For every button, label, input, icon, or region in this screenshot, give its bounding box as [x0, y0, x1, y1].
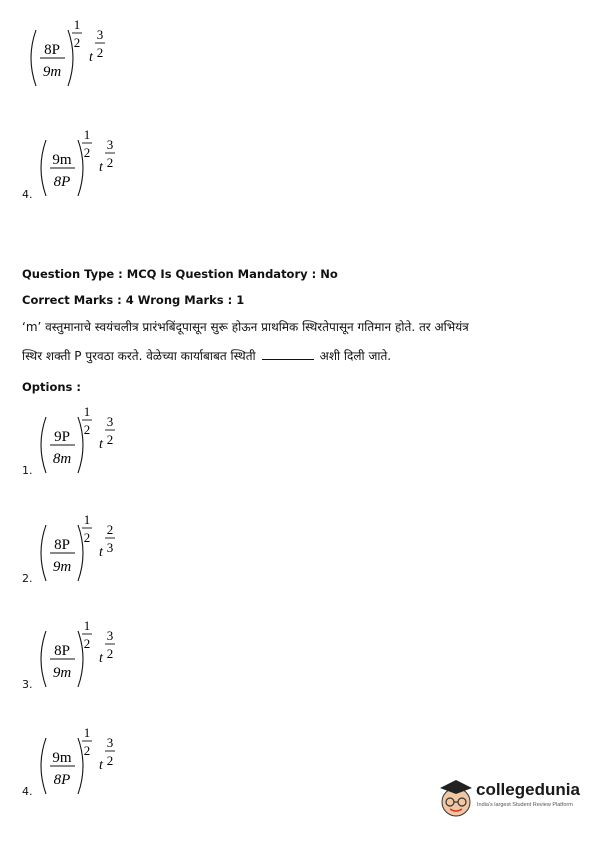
outer-exponent-denominator: 2: [83, 530, 91, 545]
formula: [34, 403, 124, 475]
fraction-denominator: 9m: [42, 64, 62, 80]
t-exponent-denominator: 2: [96, 45, 104, 60]
fraction-denominator: 8P: [53, 174, 71, 190]
outer-exponent-denominator: 2: [73, 35, 81, 50]
t-variable: t: [99, 437, 103, 452]
logo-wordmark: collegedunia: [476, 780, 580, 799]
right-paren: [78, 631, 83, 687]
fraction-numerator: 8P: [54, 537, 70, 553]
question-type-line: Question Type : MCQ Is Question Mandatory : No: [22, 267, 338, 281]
collegedunia-logo: [436, 774, 582, 822]
left-paren: [41, 738, 46, 794]
t-exponent-denominator: 3: [106, 540, 114, 555]
outer-exponent-numerator: 1: [73, 17, 81, 32]
logo-tagline: India's largest Student Review Platform: [477, 802, 573, 808]
mascot-icon: [436, 776, 476, 820]
top-expression-2: [34, 126, 124, 202]
answer-blank: [262, 358, 314, 360]
t-variable: t: [89, 50, 93, 65]
option-2-label: 2.: [22, 572, 33, 585]
outer-exponent-denominator: 2: [83, 145, 91, 160]
fraction-denominator: 8P: [53, 772, 71, 788]
formula: [34, 511, 124, 583]
t-exponent-numerator: 2: [106, 522, 114, 537]
formula: [34, 617, 124, 689]
outer-exponent-numerator: 1: [83, 725, 91, 740]
question-text-before-blank: स्थिर शक्ती P पुरवठा करते. वेळेच्या कार्याबाबत स्थिती: [22, 349, 256, 363]
fraction-numerator: 9P: [54, 429, 70, 445]
options-label: Options :: [22, 380, 81, 394]
t-variable: t: [99, 758, 103, 773]
outer-exponent-denominator: 2: [83, 636, 91, 651]
right-paren: [78, 525, 83, 581]
question-text-after-blank: अशी दिली जाते.: [319, 349, 392, 363]
t-exponent-numerator: 3: [106, 735, 114, 750]
option-4-expression[interactable]: [34, 724, 124, 800]
outer-exponent-denominator: 2: [83, 422, 91, 437]
outer-exponent-denominator: 2: [83, 743, 91, 758]
option-1-expression[interactable]: [34, 403, 124, 479]
formula: [34, 126, 124, 198]
t-variable: t: [99, 545, 103, 560]
marks-line: Correct Marks : 4 Wrong Marks : 1: [22, 293, 245, 307]
top-expression-1: [24, 16, 114, 92]
t-variable: t: [99, 651, 103, 666]
question-text-line-2: [22, 347, 391, 364]
fraction-denominator: 8m: [52, 451, 72, 467]
t-exponent-numerator: 3: [96, 27, 104, 42]
outer-exponent-numerator: 1: [83, 512, 91, 527]
outer-exponent-numerator: 1: [83, 404, 91, 419]
fraction-numerator: 9m: [52, 750, 72, 766]
fraction-numerator: 8P: [54, 643, 70, 659]
option-1-label: 1.: [22, 464, 33, 477]
t-exponent-denominator: 2: [106, 155, 114, 170]
fraction-denominator: 9m: [52, 665, 72, 681]
option-3-label: 3.: [22, 678, 33, 691]
right-paren: [68, 30, 73, 86]
t-variable: t: [99, 160, 103, 175]
t-exponent-denominator: 2: [106, 753, 114, 768]
top-option-label: 4.: [22, 188, 33, 201]
t-exponent-numerator: 3: [106, 137, 114, 152]
left-paren: [41, 525, 46, 581]
option-4-label: 4.: [22, 785, 33, 798]
formula: [34, 724, 124, 796]
outer-exponent-numerator: 1: [83, 618, 91, 633]
option-3-expression[interactable]: [34, 617, 124, 693]
left-paren: [41, 631, 46, 687]
t-exponent-denominator: 2: [106, 646, 114, 661]
right-paren: [78, 417, 83, 473]
option-2-expression[interactable]: [34, 511, 124, 587]
t-exponent-numerator: 3: [106, 628, 114, 643]
outer-exponent-numerator: 1: [83, 127, 91, 142]
right-paren: [78, 140, 83, 196]
left-paren: [41, 140, 46, 196]
right-paren: [78, 738, 83, 794]
t-exponent-numerator: 3: [106, 414, 114, 429]
fraction-numerator: 8P: [44, 42, 60, 58]
fraction-denominator: 9m: [52, 559, 72, 575]
t-exponent-denominator: 2: [106, 432, 114, 447]
fraction-numerator: 9m: [52, 152, 72, 168]
question-text-line-1: ‘m’ वस्तुमानाचे स्वयंचलीत्र प्रारंभबिंदूपासून सुरू होऊन प्राथमिक स्थिरतेपासून गतिमान होते. तर अभियंत्र: [22, 320, 469, 334]
formula: [24, 16, 114, 88]
left-paren: [31, 30, 36, 86]
left-paren: [41, 417, 46, 473]
